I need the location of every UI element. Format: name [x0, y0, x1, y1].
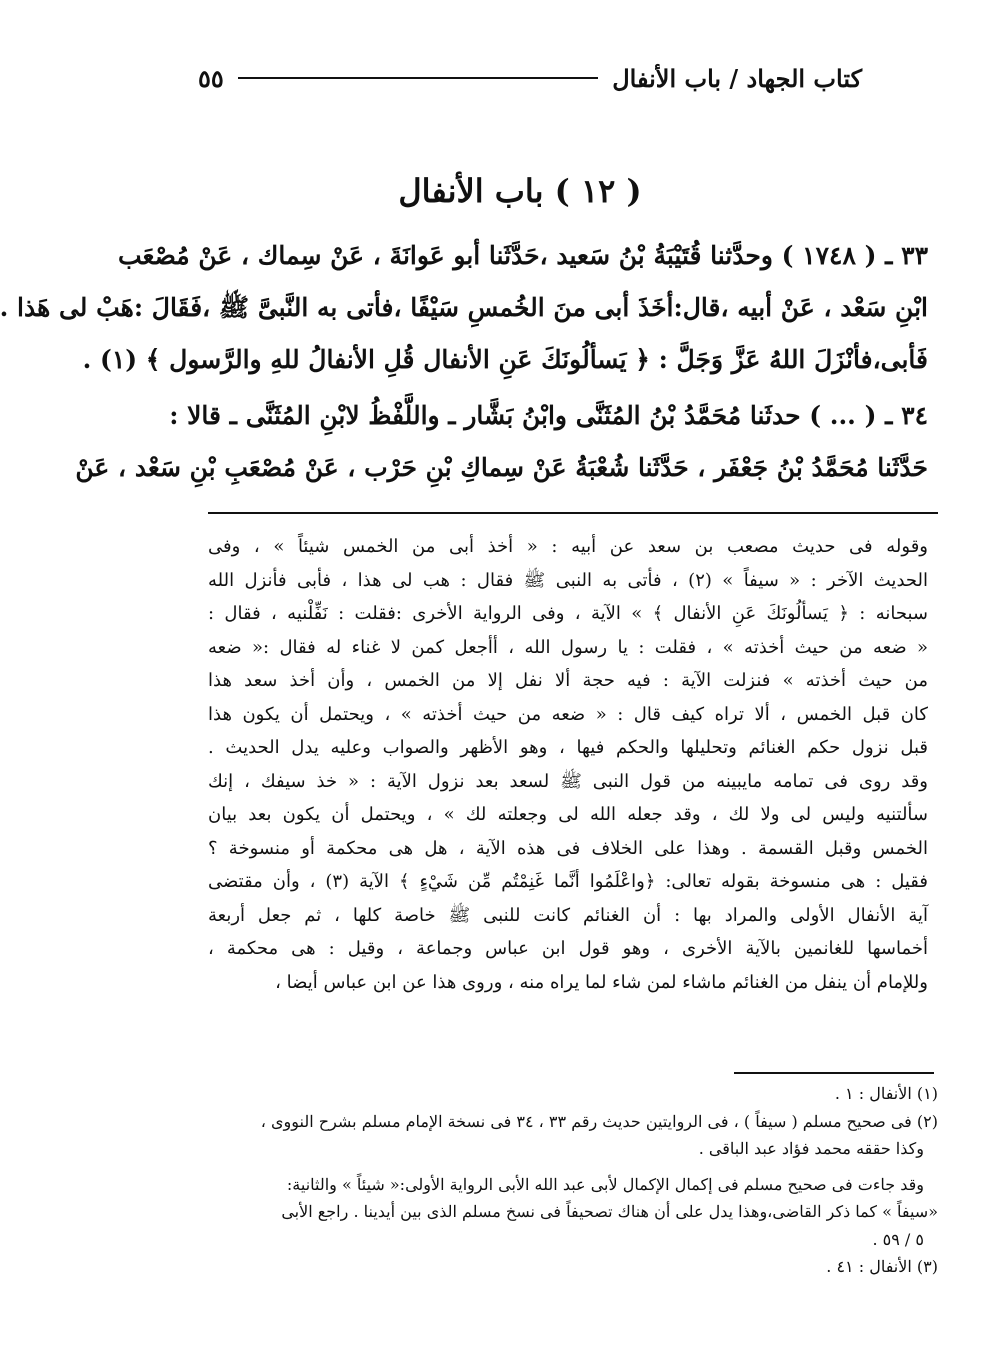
commentary-line: فقيل : هى منسوخة بقوله تعالى: ﴿واعْلَمُوا أنَّما غَنِمْتُم مِّن شَيْءٍ ﴾ الآية (٣) ، وأن مقتضى — [208, 871, 928, 892]
chapter-title: ( ١٢ ) باب الأنفال — [398, 172, 642, 210]
header-rule — [238, 77, 598, 79]
commentary-line: من حيث أخذته » فنزلت الآية : فيه حجة ألا نفل إلا من الخمس ، وأن أخذ سعد هذا — [208, 670, 928, 691]
hadith-33 — [0, 230, 928, 386]
footnote-1: (١) الأنفال : ١ . — [834, 1084, 938, 1103]
footnote-2-line: ٥ / ٥٩ . — [872, 1229, 924, 1249]
commentary-line: « ضعه من حيث أخذته » ، فقلت : يا رسول الله ، أأجعل كمن لا غناء له فقال :« ضعه — [208, 636, 928, 658]
footnote-3: (٣) الأنفال : ٤١ . — [826, 1257, 938, 1276]
hadith-34-line: ٣٤ ـ ( ... ) حدثَنا مُحَمَّدُ بْنُ المُثَنَّى وابْنُ بَشَّار ـ واللَّفْظُ لابْنِ المُثَنَّى ـ قالا : — [169, 401, 928, 430]
commentary — [208, 530, 928, 999]
commentary-line: وللإمام أن ينفل من الغنائم ماشاء لمن شاء لما يراه منه ، وروى هذا عن ابن عباس أيضا ، — [275, 971, 928, 993]
commentary-line: كان قبل الخمس ، ألا تراه كيف قال : « ضعه من حيث أخذته » ، ويحتمل أن يكون هذا — [208, 703, 928, 725]
commentary-line: آية الأنفال الأولى والمراد بها : أن الغنائم كانت للنبى ﷺ خاصة كلها ، ثم جعل أربعة — [208, 904, 928, 926]
hadith-34 — [75, 390, 928, 494]
footnote-2-line: (٢) فى صحيح مسلم ( سيفاً ) ، فى الروايتين حديث رقم ٣٣ ، ٣٤ فى نسخة الإمام مسلم بشرح النووى ، — [260, 1111, 938, 1131]
hadith-33-line: فَأبى،فأنْزَلَ اللهُ عَزَّ وَجَلَّ : ﴿ يَسألُونَكَ عَنِ الأنفال قُلِ الأنفالُ للهِ والرَّسول ﴾ (١) . — [82, 345, 928, 374]
commentary-line: سبحانه : ﴿ يَسألُونَكَ عَنِ الأنفال ﴾ » الآية ، وفى الرواية الأخرى :فقلت : نَفِّلْنيه ، فقال : — [208, 603, 928, 624]
commentary-line: أخماسها للغانمين بالآية الأخرى ، وهو قول ابن عباس وجماعة ، وقيل : هى محكمة ، — [208, 938, 928, 959]
footnotes — [208, 1080, 938, 1281]
running-header — [198, 58, 862, 98]
commentary-line: الحديث الآخر : « سيفاً » (٢) ، فأتى به النبى ﷺ فقال : هب لى هذا ، فأبى فأنزل الله — [208, 569, 928, 591]
page-number: ٥٥ — [198, 63, 224, 93]
hadith-33-line: ٣٣ ـ ( ١٧٤٨ ) وحدَّثنا قُتَيْبَةُ بْنُ سَعيد ،حَدَّثَنا أبو عَوانَةَ ، عَنْ سِماك ، عَنْ مُصْعَب — [118, 241, 928, 270]
commentary-line: سألتنيه وليس لى ولا لك ، وقد جعله الله لى وجعلته لك » ، ويحتمل أن يكون بعد بيان — [208, 804, 928, 825]
running-header-title: كتاب الجهاد / باب الأنفال — [612, 63, 862, 93]
hadith-34-line: حَدَّثَنا مُحَمَّدُ بْنُ جَعْفَر ، حَدَّثَنا شُعْبَةُ عَنْ سِماكِ بْنِ حَرْب ، عَنْ مُصْعَبِ بْنِ سَعْد ، عَنْ — [75, 453, 928, 482]
commentary-line: الخمس وقبل القسمة . وهذا على الخلاف فى هذه الآية ، هل هى محكمة أو منسوخة ؟ — [208, 837, 928, 859]
hadith-33-line: ابْنِ سَعْد ، عَنْ أبيه ،قال:أخَذَ أبى منَ الخُمسِ سَيْفًا ،فأتى به النَّبىَّ ﷺ ،فَقَالَ :هَبْ لى هَذا . — [0, 293, 928, 322]
footnote-2-line: «سيفاً » كما ذكر القاضى،وهذا يدل على أن هناك تصحيفاً فى نسخ مسلم الذى بين أيدينا . راجع الأبى — [281, 1202, 938, 1221]
footnote-2-line: وكذا حققه محمد فؤاد عبد الباقى . — [698, 1139, 924, 1158]
commentary-line: قبل نزول حكم الغنائم وتحليلها والحكم فيها ، وهو الأظهر والصواب وعليه يدل الحديث . — [208, 737, 928, 758]
text-commentary-divider — [208, 512, 938, 514]
commentary-line: وقد روى فى تمامه مايبينه من قول النبى ﷺ لسعد بعد نزول الآية : « خذ سيفك ، إنك — [208, 770, 928, 792]
commentary-line: وقوله فى حديث مصعب بن سعد عن أبيه : « أخذ أبى من الخمس شيئاً » ، وفى — [208, 536, 928, 557]
footnote-2-line: وقد جاءت فى صحيح مسلم فى إكمال الإكمال لأبى عبد الله الأبى الرواية الأولى:« شيئاً » والثانية: — [286, 1174, 924, 1194]
footnote-divider — [734, 1072, 934, 1074]
